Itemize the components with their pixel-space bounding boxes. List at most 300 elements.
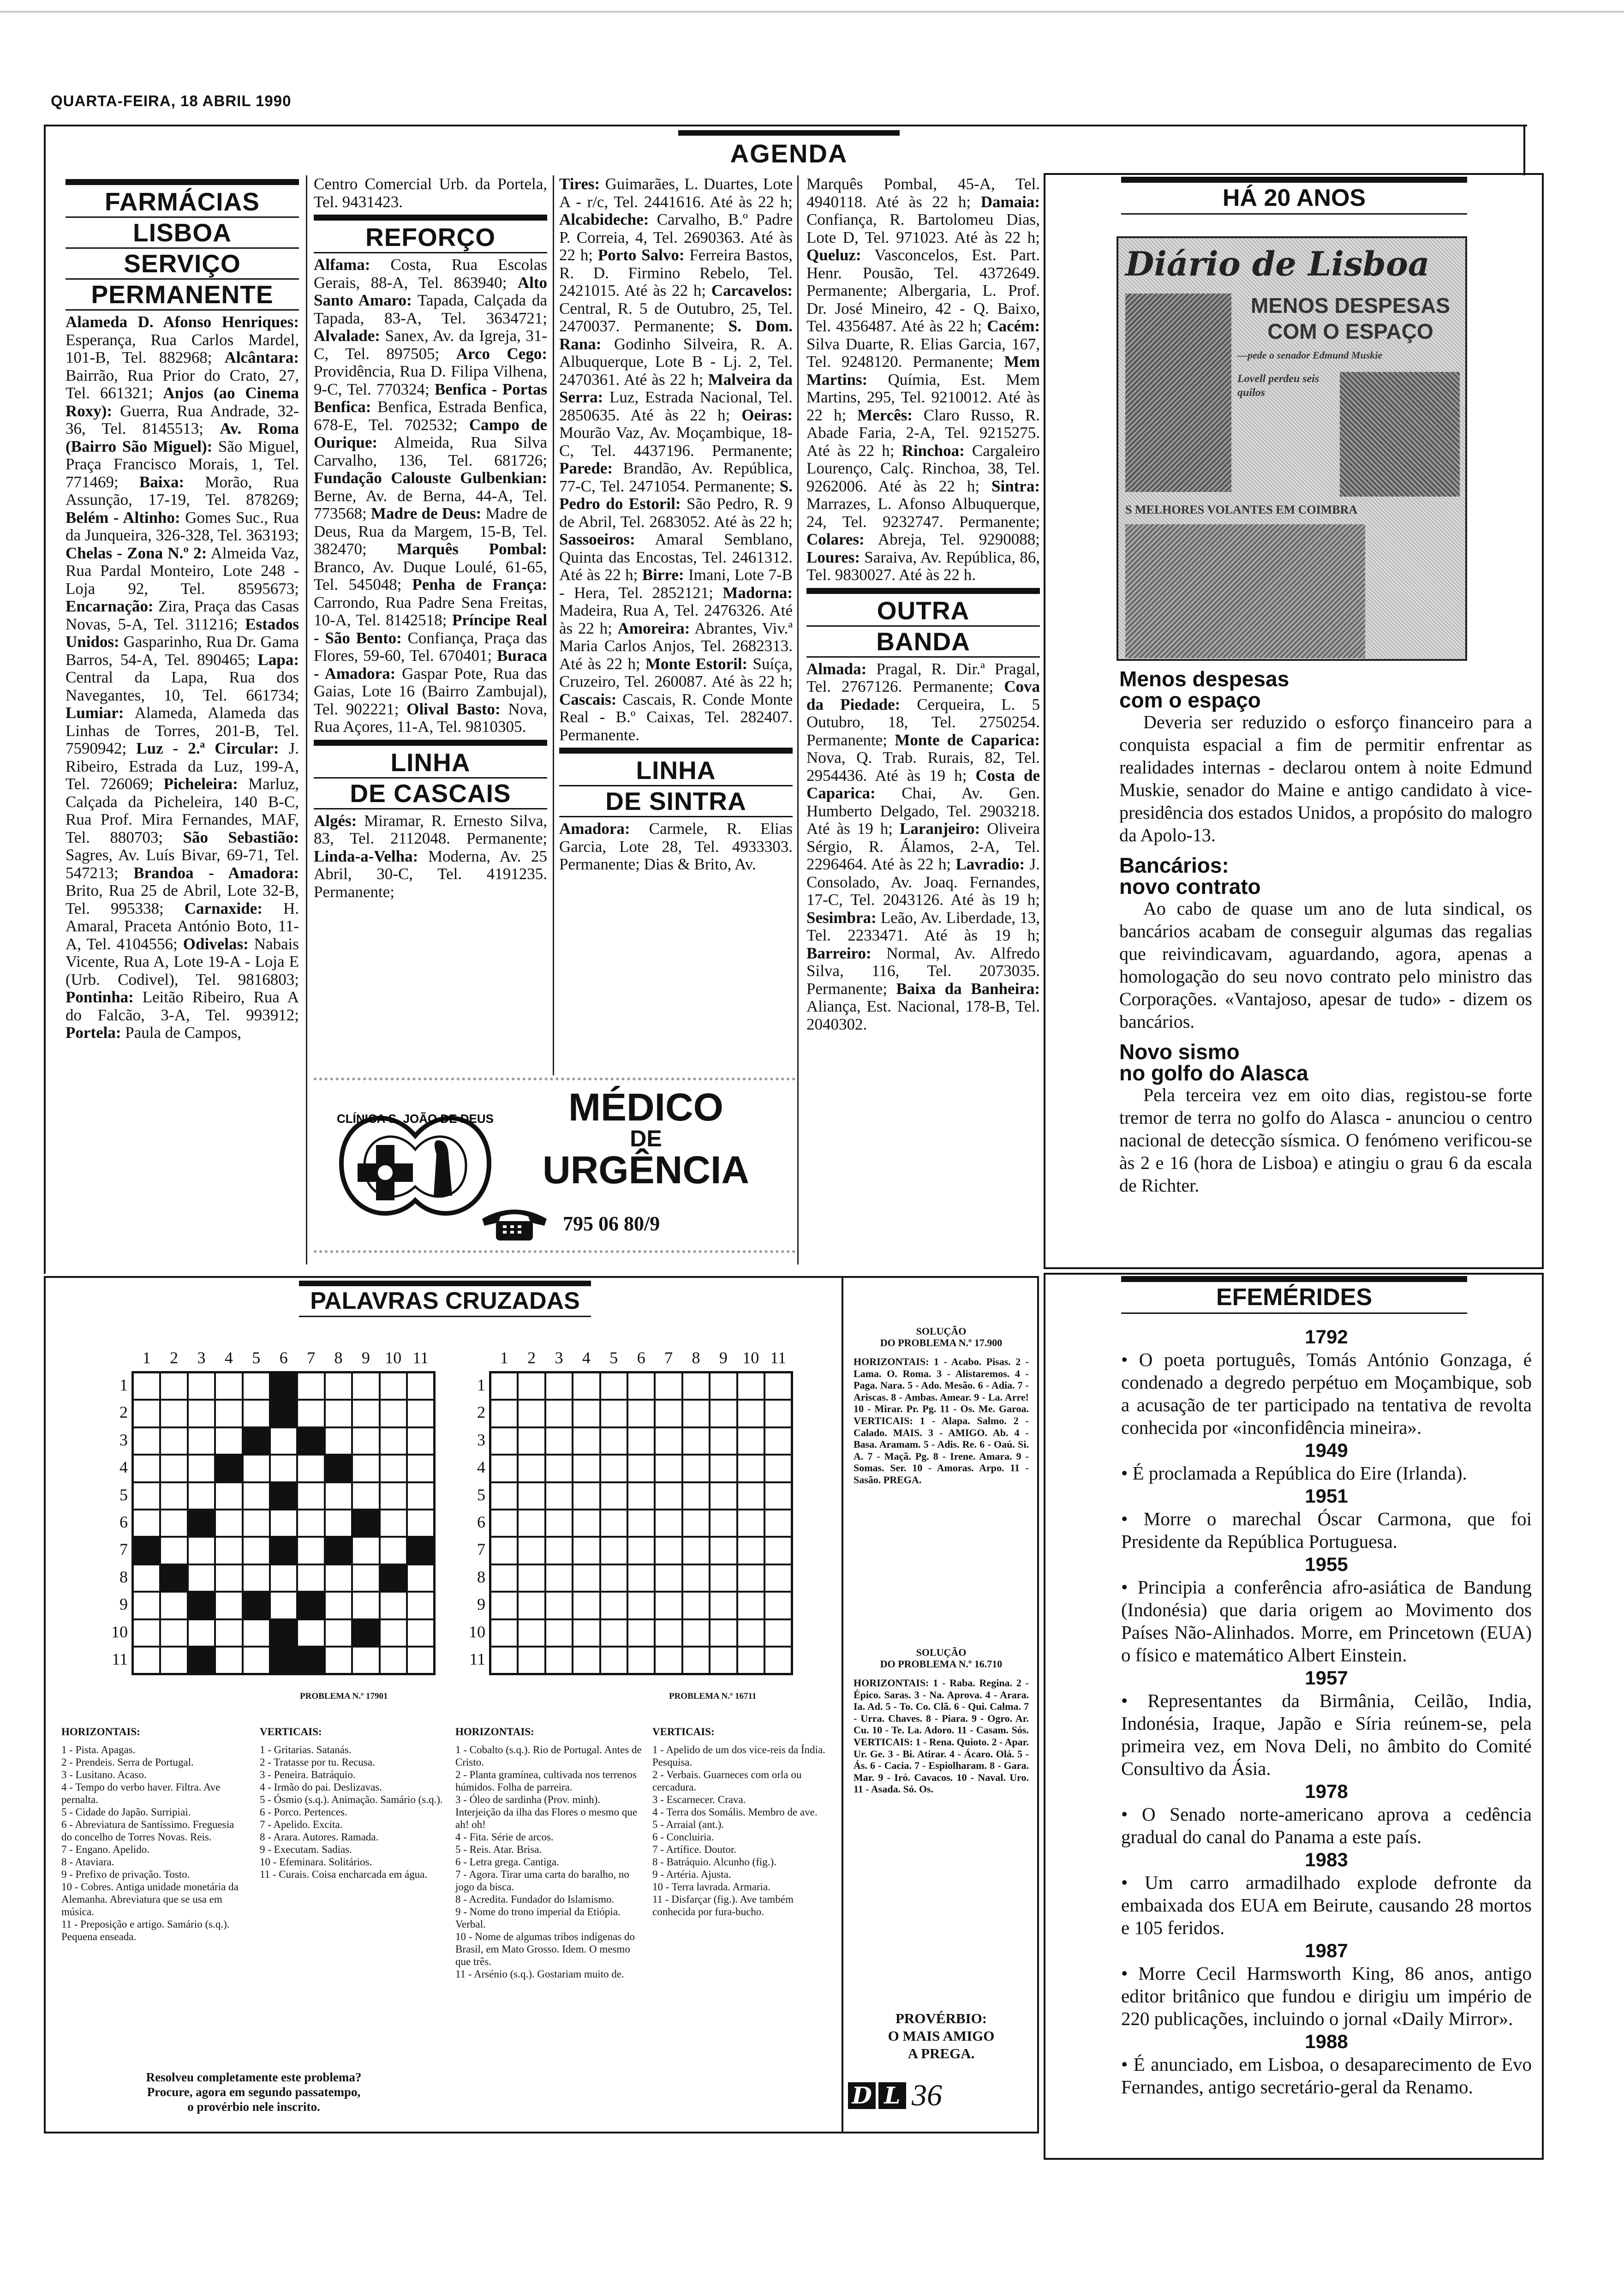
crossword-cell[interactable] xyxy=(518,1510,545,1537)
crossword-cell[interactable] xyxy=(490,1400,518,1427)
crossword-cell[interactable] xyxy=(518,1592,545,1619)
clue: 10 - Efeminara. Solitários. xyxy=(260,1856,372,1868)
crossword-cell[interactable] xyxy=(160,1647,187,1674)
proverbio xyxy=(854,2010,1029,2062)
crossword-cell[interactable] xyxy=(325,1400,352,1427)
crossword-cell[interactable] xyxy=(133,1482,160,1510)
crossword-cell[interactable] xyxy=(133,1564,160,1592)
crossword-black-cell xyxy=(352,1619,379,1647)
crossword-cell[interactable] xyxy=(682,1619,710,1647)
crossword-cell[interactable] xyxy=(380,1455,407,1482)
crossword-cell[interactable] xyxy=(682,1647,710,1674)
crossword-black-cell xyxy=(160,1564,187,1592)
crossword-cell[interactable] xyxy=(682,1455,710,1482)
crossword-cell[interactable] xyxy=(737,1537,764,1564)
crossword-cell[interactable] xyxy=(407,1647,434,1674)
pharmacy-details: Sanex, Av. da Igreja, 31-C, Tel. 897505; xyxy=(314,327,547,363)
crossword-cell[interactable] xyxy=(243,1619,270,1647)
crossword-cell[interactable] xyxy=(545,1400,573,1427)
crossword-cell[interactable] xyxy=(710,1564,737,1592)
crossword-cell[interactable] xyxy=(737,1619,764,1647)
section-heading-line: FARMÁCIAS xyxy=(66,187,299,218)
crossword-cell[interactable] xyxy=(297,1619,324,1647)
crossword-cell[interactable] xyxy=(710,1592,737,1619)
crossword-cell[interactable] xyxy=(380,1372,407,1400)
crossword-cell[interactable] xyxy=(545,1537,573,1564)
crossword-cell[interactable] xyxy=(160,1619,187,1647)
crossword-cell[interactable] xyxy=(160,1455,187,1482)
crossword-cell[interactable] xyxy=(490,1619,518,1647)
crossword-cell[interactable] xyxy=(627,1564,655,1592)
section-heading xyxy=(806,588,1040,658)
crossword-cell[interactable] xyxy=(655,1510,682,1537)
crossword-cell[interactable] xyxy=(297,1564,324,1592)
crossword-cell[interactable] xyxy=(545,1510,573,1537)
clue: 11 - Preposição e artigo. Samário (s.q.). Pequena enseada. xyxy=(61,1918,230,1942)
crossword-cell[interactable] xyxy=(243,1537,270,1564)
pharmacy-details: Carvalho, B.º Padre P. Correia, 4, Tel. 2690363. Até às 22 h; xyxy=(559,210,793,264)
efemeride-year: 1988 xyxy=(1305,2031,1348,2052)
crossword-cell[interactable] xyxy=(545,1482,573,1510)
crossword-cell[interactable] xyxy=(764,1564,792,1592)
locality-name: S. Pedro do Estoril: xyxy=(559,477,793,513)
column-number: 10 xyxy=(742,1348,759,1367)
crossword-cell[interactable] xyxy=(407,1564,434,1592)
crossword-cell[interactable] xyxy=(215,1647,242,1674)
clinic-logo-text: CLÍNICA S. JOÃO DE DEUS xyxy=(337,1112,494,1126)
crossword-cell[interactable] xyxy=(490,1647,518,1674)
crossword-cell[interactable] xyxy=(764,1455,792,1482)
efemerides-title: EFEMÉRIDES xyxy=(1121,1282,1467,1314)
crossword-cell[interactable] xyxy=(764,1427,792,1455)
crossword-black-cell xyxy=(188,1592,215,1619)
crossword-cell[interactable] xyxy=(764,1510,792,1537)
crossword-cell[interactable] xyxy=(325,1592,352,1619)
crossword-cell[interactable] xyxy=(380,1647,407,1674)
crossword-cell[interactable] xyxy=(627,1427,655,1455)
crossword-cell[interactable] xyxy=(627,1455,655,1482)
crossword-cell[interactable] xyxy=(380,1537,407,1564)
crossword-cell[interactable] xyxy=(325,1372,352,1400)
locality-name: Alfama: xyxy=(314,256,370,274)
crossword-cell[interactable] xyxy=(407,1400,434,1427)
crossword-cell[interactable] xyxy=(627,1372,655,1400)
crossword-cell[interactable] xyxy=(737,1564,764,1592)
crossword-cell[interactable] xyxy=(764,1592,792,1619)
crossword-cell[interactable] xyxy=(518,1647,545,1674)
crossword-cell[interactable] xyxy=(407,1510,434,1537)
crossword-cell[interactable] xyxy=(352,1564,379,1592)
crossword-cell[interactable] xyxy=(545,1619,573,1647)
pharmacy-details: Abreja, Tel. 9290088; xyxy=(864,530,1040,548)
crossword-cell[interactable] xyxy=(545,1592,573,1619)
locality-name: Carnaxide: xyxy=(184,899,263,917)
crossword-cell[interactable] xyxy=(737,1372,764,1400)
crossword-cell[interactable] xyxy=(627,1537,655,1564)
crossword-cell[interactable] xyxy=(407,1619,434,1647)
crossword-cell[interactable] xyxy=(490,1592,518,1619)
crossword-cell[interactable] xyxy=(325,1647,352,1674)
clue: 3 - Escarnecer. Crava. xyxy=(652,1794,746,1805)
crossword-cell[interactable] xyxy=(133,1647,160,1674)
pharmacy-details: Aliança, Est. Nacional, 178-B, Tel. 2040302. xyxy=(806,997,1040,1033)
crossword-cell[interactable] xyxy=(325,1619,352,1647)
crossword-cell[interactable] xyxy=(160,1592,187,1619)
crossword-cell[interactable] xyxy=(545,1427,573,1455)
row-number: 4 xyxy=(477,1458,485,1477)
crossword-cell[interactable] xyxy=(682,1427,710,1455)
proverbio-label: PROVÉRBIO: xyxy=(895,2010,987,2026)
crossword-cell[interactable] xyxy=(655,1427,682,1455)
column-divider xyxy=(306,175,307,1264)
crossword-cell[interactable] xyxy=(682,1510,710,1537)
crossword-cell[interactable] xyxy=(133,1372,160,1400)
crossword-cell[interactable] xyxy=(380,1592,407,1619)
crossword-cell[interactable] xyxy=(188,1427,215,1455)
crossword-black-cell xyxy=(297,1647,324,1674)
crossword-cell[interactable] xyxy=(270,1455,297,1482)
locality-name: Cova da Piedade: xyxy=(806,677,1040,713)
crossword-cell[interactable] xyxy=(325,1510,352,1537)
crossword-cell[interactable] xyxy=(573,1400,600,1427)
crossword-cell[interactable] xyxy=(215,1372,242,1400)
pharmacy-details: São Miguel, Praça Francisco Morais, 1, Tel. 771469; xyxy=(66,437,299,491)
crossword-cell[interactable] xyxy=(710,1372,737,1400)
crossword-cell[interactable] xyxy=(380,1400,407,1427)
crossword-cell[interactable] xyxy=(243,1647,270,1674)
crossword-cell[interactable] xyxy=(627,1510,655,1537)
pharmacy-details: Confiança, R. Bartolomeu Dias, Lote D, Tel. 971023. Até às 22 h; xyxy=(806,210,1040,246)
crossword-cell[interactable] xyxy=(737,1647,764,1674)
locality-name: Alvalade: xyxy=(314,327,380,345)
locality-name: Brandoa - Amadora: xyxy=(133,863,299,882)
crossword-cell[interactable] xyxy=(490,1482,518,1510)
crossword-cell[interactable] xyxy=(600,1482,627,1510)
crossword-cell[interactable] xyxy=(764,1482,792,1510)
crossword-cell[interactable] xyxy=(627,1592,655,1619)
crossword-cell[interactable] xyxy=(352,1592,379,1619)
crossword-cell[interactable] xyxy=(518,1619,545,1647)
crossword-cell[interactable] xyxy=(188,1537,215,1564)
crossword-cell[interactable] xyxy=(710,1482,737,1510)
crossword-cell[interactable] xyxy=(407,1427,434,1455)
crossword-cell[interactable] xyxy=(627,1647,655,1674)
crossword-cell[interactable] xyxy=(545,1455,573,1482)
crossword-cell[interactable] xyxy=(600,1564,627,1592)
crossword-cell[interactable] xyxy=(573,1619,600,1647)
medico-title xyxy=(517,1087,775,1190)
headline-line: novo contrato xyxy=(1119,875,1261,899)
locality-name: Fundação Calouste Gulbenkian: xyxy=(314,469,547,487)
pharmacy-details: Benfica, Estrada Benfica, 678-E, Tel. 702532; xyxy=(314,398,547,434)
crossword-cell[interactable] xyxy=(518,1427,545,1455)
crossword-cell[interactable] xyxy=(737,1427,764,1455)
crossword-cell[interactable] xyxy=(490,1427,518,1455)
crossword-cell[interactable] xyxy=(655,1647,682,1674)
crossword-cell[interactable] xyxy=(243,1372,270,1400)
crossword-grid xyxy=(489,1371,793,1675)
crossword-cell[interactable] xyxy=(243,1482,270,1510)
crossword-cell[interactable] xyxy=(682,1372,710,1400)
crossword-cell[interactable] xyxy=(518,1372,545,1400)
crossword-cell[interactable] xyxy=(380,1619,407,1647)
crossword-cell[interactable] xyxy=(600,1510,627,1537)
crossword-cell[interactable] xyxy=(407,1455,434,1482)
crossword-cell[interactable] xyxy=(490,1510,518,1537)
crossword-cell[interactable] xyxy=(764,1619,792,1647)
crossword-cell[interactable] xyxy=(243,1455,270,1482)
crossword-cell[interactable] xyxy=(407,1372,434,1400)
clue-heading: VERTICAIS: xyxy=(260,1726,322,1738)
crossword-cell[interactable] xyxy=(352,1372,379,1400)
locality-name: Alto Santo Amaro: xyxy=(314,273,547,309)
pharmacy-details: Marrazes, L. Afonso Albuquerque, 24, Tel. 9232747. Permanente; xyxy=(806,495,1040,531)
crossword-cell[interactable] xyxy=(380,1427,407,1455)
row-number: 10 xyxy=(111,1622,128,1641)
crossword-cell[interactable] xyxy=(737,1510,764,1537)
pharmacy-details: Nova, Rua Açores, 11-A, Tel. 9810305. xyxy=(314,700,548,736)
crossword-cell[interactable] xyxy=(573,1482,600,1510)
crossword-cell[interactable] xyxy=(215,1427,242,1455)
clue: 6 - Abreviatura de Santíssimo. Freguesia do concelho de Torres Novas. Reis. xyxy=(61,1819,234,1843)
crossword-cell[interactable] xyxy=(270,1427,297,1455)
crossword-cell[interactable] xyxy=(160,1372,187,1400)
crossword-black-cell xyxy=(352,1510,379,1537)
crossword-cell[interactable] xyxy=(573,1372,600,1400)
crossword-cell[interactable] xyxy=(573,1647,600,1674)
crossword-cell[interactable] xyxy=(573,1537,600,1564)
crossword-cell[interactable] xyxy=(710,1427,737,1455)
crossword-cell[interactable] xyxy=(490,1537,518,1564)
clues-p2-vertical xyxy=(652,1726,837,1918)
crossword-cell[interactable] xyxy=(518,1400,545,1427)
crossword-cell[interactable] xyxy=(737,1400,764,1427)
crossword-cell[interactable] xyxy=(352,1427,379,1455)
crossword-cell[interactable] xyxy=(133,1455,160,1482)
crossword-cell[interactable] xyxy=(297,1455,324,1482)
crossword-cell[interactable] xyxy=(188,1482,215,1510)
crossword-cell[interactable] xyxy=(545,1372,573,1400)
row-number: 8 xyxy=(119,1567,128,1586)
crossword-cell[interactable] xyxy=(627,1482,655,1510)
crossword-cell[interactable] xyxy=(490,1455,518,1482)
crossword-cell[interactable] xyxy=(655,1537,682,1564)
column-number: 8 xyxy=(334,1348,343,1367)
locality-name: Anjos (ao Cinema Roxy): xyxy=(66,384,299,420)
crossword-cell[interactable] xyxy=(600,1400,627,1427)
crossword-cell[interactable] xyxy=(573,1564,600,1592)
crossword-cell[interactable] xyxy=(325,1482,352,1510)
crossword-cell[interactable] xyxy=(737,1592,764,1619)
crossword-cell[interactable] xyxy=(764,1400,792,1427)
crossword-cell[interactable] xyxy=(325,1564,352,1592)
crossword-cell[interactable] xyxy=(188,1455,215,1482)
crossword-cell[interactable] xyxy=(297,1482,324,1510)
heading-bar xyxy=(314,215,547,221)
agenda-title-text: AGENDA xyxy=(730,139,848,168)
crossword-cell[interactable] xyxy=(352,1455,379,1482)
crossword-cell[interactable] xyxy=(710,1647,737,1674)
crossword-cell[interactable] xyxy=(518,1537,545,1564)
crossword-cell[interactable] xyxy=(600,1619,627,1647)
crossword-cell[interactable] xyxy=(600,1592,627,1619)
efemerides-heading xyxy=(1121,1276,1467,1314)
crossword-cell[interactable] xyxy=(160,1537,187,1564)
crossword-cell[interactable] xyxy=(710,1400,737,1427)
crossword-cell[interactable] xyxy=(490,1372,518,1400)
crossword-cell[interactable] xyxy=(737,1482,764,1510)
crossword-cell[interactable] xyxy=(682,1482,710,1510)
section-heading-line: DE CASCAIS xyxy=(314,779,547,809)
crossword-cell[interactable] xyxy=(133,1619,160,1647)
pharmacy-details: Morão, Rua Assunção, 17-19, Tel. 878269; xyxy=(66,473,299,509)
crossword-cell[interactable] xyxy=(352,1537,379,1564)
column-number: 6 xyxy=(637,1348,645,1367)
crossword-cell[interactable] xyxy=(682,1592,710,1619)
crossword-cell[interactable] xyxy=(655,1372,682,1400)
crossword-cell[interactable] xyxy=(215,1510,242,1537)
efemeride-year: 1957 xyxy=(1305,1667,1348,1689)
crossword-cell[interactable] xyxy=(380,1482,407,1510)
crossword-cell[interactable] xyxy=(655,1455,682,1482)
challenge-line: Resolveu completamente este problema? xyxy=(146,2070,362,2084)
crossword-cell[interactable] xyxy=(655,1619,682,1647)
pharmacy-details: Godinho Silveira, R. A. Albuquerque, Lote B - Lj. 2, Tel. 2470361. Até às 22 h; xyxy=(559,335,793,389)
crossword-cell[interactable] xyxy=(600,1647,627,1674)
crossword-cell[interactable] xyxy=(325,1427,352,1455)
crossword-cell[interactable] xyxy=(160,1427,187,1455)
crossword-cell[interactable] xyxy=(270,1564,297,1592)
crossword-cell[interactable] xyxy=(407,1482,434,1510)
locality-name: São Sebastião: xyxy=(183,828,299,846)
crossword-cell[interactable] xyxy=(764,1372,792,1400)
crossword-cell[interactable] xyxy=(297,1537,324,1564)
crossword-cell[interactable] xyxy=(764,1647,792,1674)
crossword-cell[interactable] xyxy=(160,1482,187,1510)
pharmacy-details: Providência, Rua D. Filipa Vilhena, 9-C, Tel. 770324; xyxy=(314,362,547,398)
crossword-cell[interactable] xyxy=(133,1592,160,1619)
dl-logo-d: D xyxy=(848,2082,876,2109)
clue: 9 - Artéria. Ajusta. xyxy=(652,1869,731,1880)
crossword-cell[interactable] xyxy=(518,1564,545,1592)
pharmacy-details: Branco, Av. Duque Loulé, 61-65, Tel. 545048; xyxy=(314,557,547,593)
crossword-cell[interactable] xyxy=(682,1400,710,1427)
efemeride-text: • O poeta português, Tomás António Gonzaga, é condenado a degredo perpétuo em Moçambique, sob a acusação de ter participado na tentativa de revolta conhecida por «inconfidência mineira». xyxy=(1121,1349,1532,1438)
crossword-cell[interactable] xyxy=(655,1400,682,1427)
crossword-cell[interactable] xyxy=(573,1427,600,1455)
locality-name: Arco Cego: xyxy=(456,344,547,363)
crossword-cell[interactable] xyxy=(188,1372,215,1400)
pharmacy-details: Leão, Av. Liberdade, 13, Tel. 2233471. Até às 19 h; xyxy=(806,908,1040,944)
efemeride-text: • Um carro armadilhado explode defronte da embaixada dos EUA em Beirute, causando 28 mortos e 105 feridos. xyxy=(1121,1872,1532,1938)
crossword-cell[interactable] xyxy=(600,1372,627,1400)
clue: 5 - Arraial (ant.). xyxy=(652,1819,724,1830)
section-heading xyxy=(314,215,547,253)
crossword-cell[interactable] xyxy=(600,1427,627,1455)
crossword-cell[interactable] xyxy=(710,1455,737,1482)
crossword-cell[interactable] xyxy=(627,1619,655,1647)
clue: 9 - Prefixo de privação. Tosto. xyxy=(61,1869,190,1880)
agenda-title xyxy=(678,130,900,168)
crossword-cell[interactable] xyxy=(573,1510,600,1537)
crossword-cell[interactable] xyxy=(243,1400,270,1427)
locality-name: Chelas - Zona N.º 2: xyxy=(66,544,207,562)
crossword-cell[interactable] xyxy=(297,1510,324,1537)
crossword-cell[interactable] xyxy=(545,1564,573,1592)
crossword-cell[interactable] xyxy=(160,1400,187,1427)
crossword-cell[interactable] xyxy=(215,1619,242,1647)
crossword-cell[interactable] xyxy=(764,1537,792,1564)
crossword-cell[interactable] xyxy=(710,1537,737,1564)
crossword-cell[interactable] xyxy=(270,1510,297,1537)
locality-name: Av. Roma (Bairro São Miguel): xyxy=(66,419,299,455)
crossword-cell[interactable] xyxy=(655,1564,682,1592)
column-number: 8 xyxy=(692,1348,700,1367)
crossword-cell[interactable] xyxy=(627,1400,655,1427)
crossword-cell[interactable] xyxy=(188,1619,215,1647)
row-number: 6 xyxy=(477,1513,485,1531)
crossword-cell[interactable] xyxy=(518,1482,545,1510)
crossword-cell[interactable] xyxy=(352,1647,379,1674)
crossword-cell[interactable] xyxy=(407,1592,434,1619)
crossword-cell[interactable] xyxy=(188,1564,215,1592)
crossword-cell[interactable] xyxy=(682,1537,710,1564)
efemeride-text: • Morre Cecil Harmsworth King, 86 anos, antigo editor britânico que fundou e dirigiu um império de 220 publicações, incluindo o jornal «Daily Mirror». xyxy=(1121,1963,1532,2029)
crossword-cell[interactable] xyxy=(573,1592,600,1619)
crossword-cell[interactable] xyxy=(215,1537,242,1564)
crossword-cell[interactable] xyxy=(545,1647,573,1674)
crossword-cell[interactable] xyxy=(710,1619,737,1647)
crossword-black-cell xyxy=(215,1455,242,1482)
crossword-cell[interactable] xyxy=(215,1564,242,1592)
crossword-cell[interactable] xyxy=(380,1510,407,1537)
crossword-cell[interactable] xyxy=(710,1510,737,1537)
crossword-cell[interactable] xyxy=(352,1482,379,1510)
clue: 5 - Cidade do Japão. Surripiai. xyxy=(61,1806,191,1818)
crossword-cell[interactable] xyxy=(490,1564,518,1592)
crossword-cell[interactable] xyxy=(133,1400,160,1427)
crossword-cell[interactable] xyxy=(215,1592,242,1619)
crossword-cell[interactable] xyxy=(737,1455,764,1482)
crossword-cell[interactable] xyxy=(133,1427,160,1455)
crossword-cell[interactable] xyxy=(682,1564,710,1592)
clue: 7 - Agora. Tirar uma carta do baralho, no jogo da bisca. xyxy=(455,1869,629,1893)
crossword-cell[interactable] xyxy=(297,1400,324,1427)
crossword-cell[interactable] xyxy=(160,1510,187,1537)
pharmacy-details: Esperança, Rua Carlos Mardel, 101-B, Tel. 882968; xyxy=(66,330,299,366)
crossword-cell[interactable] xyxy=(573,1455,600,1482)
crossword-black-cell xyxy=(243,1592,270,1619)
crossword-cell[interactable] xyxy=(655,1482,682,1510)
page-number: 36 xyxy=(912,2079,942,2112)
column-number: 2 xyxy=(170,1348,179,1367)
pharmacy-details: Central da Lapa, Rua dos Navegantes, 10, Tel. 661734; xyxy=(66,668,299,704)
crossword-cell[interactable] xyxy=(188,1400,215,1427)
crossword-cell[interactable] xyxy=(243,1564,270,1592)
crossword-cell[interactable] xyxy=(215,1400,242,1427)
crossword-cell[interactable] xyxy=(270,1592,297,1619)
crossword-cell[interactable] xyxy=(297,1372,324,1400)
crossword-cell[interactable] xyxy=(133,1510,160,1537)
crossword-cell[interactable] xyxy=(600,1455,627,1482)
crossword-cell[interactable] xyxy=(243,1510,270,1537)
crossword-cell[interactable] xyxy=(352,1400,379,1427)
crossword-cell[interactable] xyxy=(600,1537,627,1564)
locality-name: Lapa: xyxy=(257,650,299,669)
crossword-cell[interactable] xyxy=(518,1455,545,1482)
crossword-cell[interactable] xyxy=(655,1592,682,1619)
crossword-cell[interactable] xyxy=(215,1482,242,1510)
